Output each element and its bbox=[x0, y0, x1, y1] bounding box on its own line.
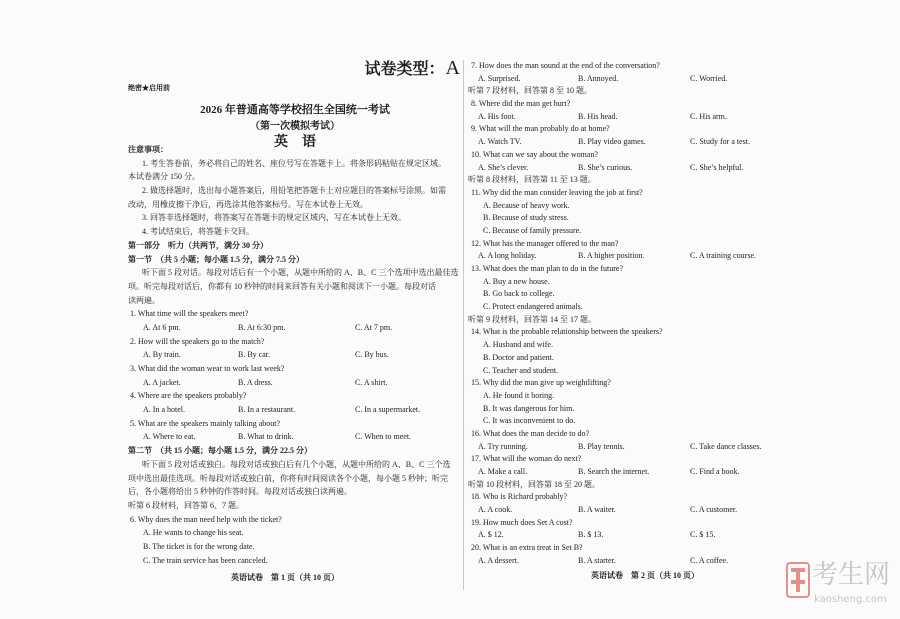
question-8-option-a: A. His foot. bbox=[478, 111, 516, 121]
question-9-option-b: B. Play video games. bbox=[578, 137, 646, 147]
question-4-option-a: A. In a hotel. bbox=[143, 405, 185, 415]
question-2-options bbox=[128, 348, 460, 362]
section-2-heading: 第二节 （共 15 小题；每小题 1.5 分，满分 22.5 分） bbox=[128, 446, 312, 456]
question-19: 19. How much does Set A cost? bbox=[471, 517, 573, 527]
question-10: 10. What can we say about the woman? bbox=[471, 149, 598, 159]
exam-subject: 英 语 bbox=[274, 135, 316, 150]
question-7-option-c: C. Worried. bbox=[690, 73, 728, 83]
section-1-intro-line-3: 读两遍。 bbox=[128, 295, 160, 305]
question-8-option-c: C. His arm. bbox=[690, 111, 727, 121]
question-20-option-c: C. A coffee. bbox=[690, 555, 729, 565]
question-2-option-a: A. By train. bbox=[143, 350, 181, 360]
section-2-intro-line-3: 后，各小题将给出 5 秒钟的作答时间。每段对话或独白读两遍。 bbox=[128, 487, 352, 497]
note-2-line-1: 2. 做选择题时，选出每小题答案后，用铅笔把答题卡上对应题目的答案标号涂黑。如需 bbox=[142, 186, 446, 196]
section-1-intro-line-1: 听下面 5 段对话。每段对话后有一个小题，从题中所给的 A、B、C 三个选项中选出最佳选 bbox=[142, 268, 459, 278]
paper-type-value: A bbox=[445, 57, 460, 79]
question-5-option-a: A. Where to eat. bbox=[143, 432, 196, 442]
question-13-option-a: A. Buy a new house. bbox=[483, 276, 550, 286]
note-4: 4. 考试结束后，将答题卡交回。 bbox=[142, 227, 254, 237]
paper-type bbox=[128, 56, 460, 80]
question-10-option-b: B. She’s curious. bbox=[578, 162, 633, 172]
question-10-option-c: C. She’s helpful. bbox=[690, 162, 744, 172]
question-7-options bbox=[468, 73, 784, 86]
page-2-body bbox=[468, 60, 784, 568]
logo-icon bbox=[786, 562, 810, 598]
question-15-option-a: A. He found it boring. bbox=[483, 390, 555, 400]
question-11-option-b: B. Because of study stress. bbox=[483, 213, 569, 223]
question-15-option-c: C. It was inconvenient to do. bbox=[483, 416, 576, 426]
question-19-option-c: C. $ 15. bbox=[690, 530, 716, 540]
question-14: 14. What is the probable relationship between the speakers? bbox=[471, 327, 663, 337]
question-1-option-b: B. At 6:30 pm. bbox=[238, 322, 286, 332]
question-20-options bbox=[468, 555, 784, 568]
question-6-option-c: C. The train service has been canceled. bbox=[143, 555, 268, 565]
question-1-option-c: C. At 7 pm. bbox=[355, 322, 393, 332]
segment-6-label: 听第 6 段材料，回答第 6、7 题。 bbox=[128, 500, 244, 510]
question-18-option-b: B. A waiter. bbox=[578, 505, 616, 515]
segment-10-label: 听第 10 段材料，回答第 18 至 20 题。 bbox=[468, 479, 600, 489]
question-18-option-c: C. A customer. bbox=[690, 505, 738, 515]
question-19-option-a: A. $ 12. bbox=[478, 530, 504, 540]
question-3-option-b: B. A dress. bbox=[238, 377, 273, 387]
question-6-option-a: A. He wants to change his seat. bbox=[143, 528, 244, 538]
question-20-option-b: B. A starter. bbox=[578, 555, 616, 565]
question-16-option-c: C. Take dance classes. bbox=[690, 441, 762, 451]
question-6-option-b: B. The ticket is for the wrong date. bbox=[143, 541, 255, 551]
question-9: 9. What will the man probably do at home? bbox=[471, 124, 610, 134]
question-12-options bbox=[468, 250, 784, 263]
note-1-line-1: 1. 考生答卷前，务必将自己的姓名、座位号写在答题卡上。将条形码粘贴在规定区域。 bbox=[142, 158, 446, 168]
section-2-intro-line-2: 项中选出最佳选项。听每段对话或独白前，你将有时间阅读各个小题，每小题 5 秒钟；听完 bbox=[128, 473, 448, 483]
question-17-options bbox=[468, 466, 784, 479]
page-1-body bbox=[128, 143, 460, 567]
question-6: 6. Why does the man need help with the ticket? bbox=[130, 514, 282, 524]
question-12: 12. What has the manager offered to the man? bbox=[471, 238, 619, 248]
question-17-option-a: A. Make a call. bbox=[478, 467, 528, 476]
part-1-heading: 第一部分 听力（共两节，满分 30 分） bbox=[128, 240, 268, 250]
note-1-line-2: 本试卷满分 150 分。 bbox=[128, 172, 200, 182]
question-12-option-b: B. A higher position. bbox=[578, 251, 645, 261]
question-16-option-a: A. Try running. bbox=[478, 441, 528, 451]
question-8-options bbox=[468, 111, 784, 124]
question-20: 20. What is an extra treat in Set B? bbox=[471, 543, 583, 553]
question-2-option-b: B. By car. bbox=[238, 350, 270, 360]
question-7: 7. How does the man sound at the end of the conversation? bbox=[471, 61, 660, 70]
question-5-option-b: B. What to drink. bbox=[238, 432, 294, 442]
question-19-option-b: B. $ 13. bbox=[578, 530, 604, 540]
exam-title: 2026 年普通高等学校招生全国统一考试 bbox=[200, 104, 390, 116]
watermark-logo bbox=[784, 556, 896, 614]
question-10-option-a: A. She’s clever. bbox=[478, 162, 529, 172]
question-3: 3. What did the woman wear to work last week? bbox=[130, 364, 285, 373]
question-4-options bbox=[128, 403, 460, 417]
question-3-options bbox=[128, 376, 460, 390]
question-3-option-a: A. A jacket. bbox=[143, 377, 181, 387]
question-4: 4. Where are the speakers probably? bbox=[130, 391, 247, 401]
question-13-option-c: C. Protect endangered animals. bbox=[483, 302, 583, 312]
question-16-options bbox=[468, 441, 784, 454]
question-4-option-c: C. In a supermarket. bbox=[355, 405, 421, 415]
note-2-line-2: 改动，用橡皮擦干净后，再选涂其他答案标号。写在本试卷上无效。 bbox=[128, 199, 368, 209]
question-18: 18. Who is Richard probably? bbox=[471, 492, 568, 502]
question-13-option-b: B. Go back to college. bbox=[483, 289, 555, 299]
page-2-footer: 英语试卷 第 2 页（共 10 页） bbox=[591, 571, 699, 580]
question-7-option-a: A. Surprised. bbox=[478, 73, 521, 83]
segment-8-label: 听第 8 段材料，回答第 11 至 13 题。 bbox=[468, 175, 596, 185]
section-1-heading: 第一节 （共 5 小题；每小题 1.5 分，满分 7.5 分） bbox=[128, 254, 304, 264]
question-15: 15. Why did the man give up weightlifting? bbox=[471, 378, 611, 388]
question-12-option-a: A. A long holiday. bbox=[478, 251, 537, 261]
question-17-option-b: B. Search the internet. bbox=[578, 467, 650, 476]
question-8-option-b: B. His head. bbox=[578, 111, 618, 121]
question-16: 16. What does the man decide to do? bbox=[471, 428, 590, 438]
question-9-option-c: C. Study for a test. bbox=[690, 137, 750, 147]
notes-heading: 注意事项： bbox=[128, 145, 168, 154]
question-14-option-c: C. Teacher and student. bbox=[483, 365, 559, 375]
question-11-option-c: C. Because of family pressure. bbox=[483, 225, 582, 235]
question-13: 13. What does the man plan to do in the future? bbox=[471, 264, 624, 273]
question-4-option-b: B. In a restaurant. bbox=[238, 405, 296, 415]
question-5-option-c: C. When to meet. bbox=[355, 432, 412, 442]
segment-7-label: 听第 7 段材料，回答第 8 至 10 题。 bbox=[468, 86, 592, 96]
question-1-option-a: A. At 6 pm. bbox=[143, 322, 181, 332]
question-3-option-c: C. A shirt. bbox=[355, 377, 388, 387]
question-10-options bbox=[468, 162, 784, 175]
exam-subtitle: （第一次模拟考试） bbox=[250, 121, 340, 132]
question-18-options bbox=[468, 504, 784, 517]
note-3: 3. 回答非选择题时，将答案写在答题卡的规定区域内，写在本试卷上无效。 bbox=[142, 213, 406, 223]
section-1-intro-line-2: 项。听完每段对话后，你都有 10 秒钟的时间来回答有关小题和阅读下一小题。每段对话 bbox=[128, 281, 436, 291]
question-11: 11. Why did the man consider leaving the job at first? bbox=[471, 187, 643, 197]
question-14-option-a: A. Husband and wife. bbox=[483, 340, 553, 350]
question-2: 2. How will the speakers go to the match? bbox=[130, 336, 265, 346]
question-2-option-c: C. By bus. bbox=[355, 350, 389, 360]
question-7-option-b: B. Annoyed. bbox=[578, 73, 619, 83]
section-2-intro-line-1: 听下面 5 段对话或独白。每段对话或独白后有几个小题，从题中所给的 A、B、C 三个选 bbox=[142, 459, 451, 469]
watermark-brand: 考生网 bbox=[812, 560, 891, 590]
question-11-option-a: A. Because of heavy work. bbox=[483, 200, 570, 210]
question-8: 8. Where did the man get hurt? bbox=[471, 99, 571, 109]
question-5: 5. What are the speakers mainly talking about? bbox=[130, 418, 281, 428]
question-14-option-b: B. Doctor and patient. bbox=[483, 352, 554, 362]
question-12-option-c: C. A training course. bbox=[690, 251, 756, 261]
question-17: 17. What will the woman do next? bbox=[471, 454, 582, 464]
question-9-option-a: A. Watch TV. bbox=[478, 137, 522, 147]
question-19-options bbox=[468, 529, 784, 542]
page-divider bbox=[463, 60, 464, 590]
question-5-options bbox=[128, 430, 460, 444]
question-9-options bbox=[468, 136, 784, 149]
question-18-option-a: A. A cook. bbox=[478, 505, 513, 515]
question-20-option-a: A. A dessert. bbox=[478, 555, 519, 565]
question-15-option-b: B. It was dangerous for him. bbox=[483, 403, 575, 413]
confidential-label: 绝密★启用前 bbox=[128, 84, 170, 92]
watermark-site: kaosheng.com bbox=[814, 594, 887, 605]
paper-type-label: 试卷类型： bbox=[364, 61, 445, 78]
question-1: 1. What time will the speakers meet? bbox=[130, 309, 249, 319]
page-1-footer: 英语试卷 第 1 页（共 10 页） bbox=[231, 573, 339, 582]
question-1-options bbox=[128, 321, 460, 335]
segment-9-label: 听第 9 段材料，回答第 14 至 17 题。 bbox=[468, 314, 596, 324]
question-17-option-c: C. Find a book. bbox=[690, 467, 740, 476]
question-16-option-b: B. Play tennis. bbox=[578, 441, 625, 451]
